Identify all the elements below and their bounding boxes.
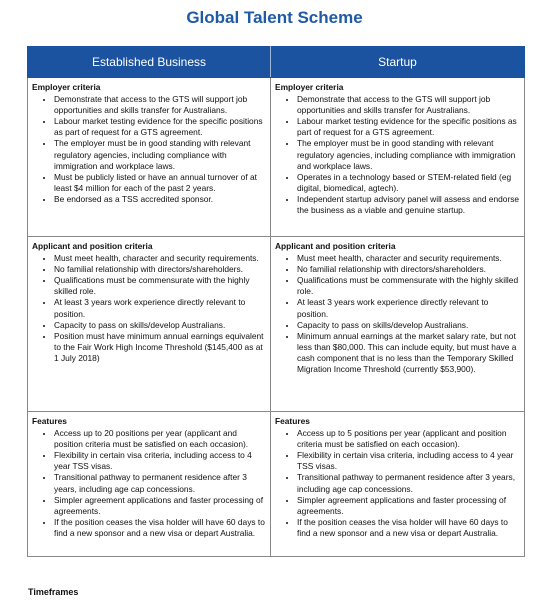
list-item: • Must meet health, character and security requirements. (297, 253, 520, 264)
criteria-list (32, 253, 266, 364)
list-item: • Capacity to pass on skills/develop Australians. (297, 320, 520, 331)
table-row-employer-criteria (28, 78, 525, 237)
list-item: • Labour market testing evidence for the specific positions as part of request for a GTS agreement. (54, 116, 266, 138)
section-heading: Employer criteria (275, 82, 344, 92)
list-item: • At least 3 years work experience directly relevant to position. (54, 297, 266, 319)
list-item: • No familial relationship with directors/shareholders. (297, 264, 520, 275)
section-heading: Applicant and position criteria (32, 241, 153, 251)
cell-established-employer (28, 78, 271, 237)
list-item: • Capacity to pass on skills/develop Australians. (54, 320, 266, 331)
cell-startup-features (271, 412, 525, 557)
list-item: • Be endorsed as a TSS accredited sponsor. (54, 194, 266, 205)
list-item: • At least 3 years work experience directly relevant to position. (297, 297, 520, 319)
list-item: • Labour market testing evidence for the specific positions as part of request for a GTS agreement. (297, 116, 520, 138)
cell-startup-applicant (271, 237, 525, 412)
page-title: Global Talent Scheme (186, 8, 363, 27)
list-item: • Position must have minimum annual earnings equivalent to the Fair Work High Income Threshold ($145,400 as at 1 July 2018) (54, 331, 266, 364)
list-item: • If the position ceases the visa holder will have 60 days to find a new sponsor and a new visa or depart Australia. (54, 517, 266, 539)
criteria-list (275, 94, 520, 216)
section-heading: Features (32, 416, 67, 426)
section-heading: Features (275, 416, 310, 426)
gts-comparison-table (27, 46, 525, 557)
list-item: • Access up to 20 positions per year (applicant and position criteria must be satisfied on each occasion). (54, 428, 266, 450)
list-item: • Minimum annual earnings at the market salary rate, but not less than $80,000. This can include equity, but must have a cash component that is no less than the Temporary Skilled Migration Income Threshold (currently $53,900). (297, 331, 520, 375)
criteria-list (275, 428, 520, 539)
timeframes-heading: Timeframes (28, 587, 79, 597)
table-row-features (28, 412, 525, 557)
criteria-list (32, 428, 266, 539)
list-item: • Operates in a technology based or STEM-related field (eg digital, biomedical, agtech). (297, 172, 520, 194)
list-item: • Must meet health, character and security requirements. (54, 253, 266, 264)
list-item: • If the position ceases the visa holder will have 60 days to find a new sponsor and a new visa or depart Australia. (297, 517, 520, 539)
cell-established-features (28, 412, 271, 557)
section-heading: Employer criteria (32, 82, 101, 92)
section-heading: Applicant and position criteria (275, 241, 396, 251)
cell-established-applicant (28, 237, 271, 412)
list-item: • Access up to 5 positions per year (applicant and position criteria must be satisfied on each occasion). (297, 428, 520, 450)
list-item: • Demonstrate that access to the GTS will support job opportunities and skills transfer for Australians. (297, 94, 520, 116)
list-item: • Independent startup advisory panel will assess and endorse the business as a viable and genuine startup. (297, 194, 520, 216)
list-item: • Flexibility in certain visa criteria, including access to 4 year TSS visas. (297, 450, 520, 472)
list-item: • The employer must be in good standing with relevant regulatory agencies, including compliance with immigration and workplace laws. (54, 138, 266, 171)
list-item: • Simpler agreement applications and faster processing of agreements. (54, 495, 266, 517)
criteria-list (32, 94, 266, 205)
list-item: • The employer must be in good standing with relevant regulatory agencies, including compliance with immigration and workplace laws. (297, 138, 520, 171)
column-header-startup: Startup (271, 47, 525, 78)
list-item: • Qualifications must be commensurate with the highly skilled role. (297, 275, 520, 297)
list-item: • No familial relationship with directors/shareholders. (54, 264, 266, 275)
list-item: • Transitional pathway to permanent residence after 3 years, including age cap concessions. (297, 472, 520, 494)
column-header-established: Established Business (28, 47, 271, 78)
list-item: • Must be publicly listed or have an annual turnover of at least $4 million for each of the past 2 years. (54, 172, 266, 194)
table-row-applicant-criteria (28, 237, 525, 412)
list-item: • Simpler agreement applications and faster processing of agreements. (297, 495, 520, 517)
list-item: • Qualifications must be commensurate with the highly skilled role. (54, 275, 266, 297)
list-item: • Demonstrate that access to the GTS will support job opportunities and skills transfer for Australians. (54, 94, 266, 116)
list-item: • Flexibility in certain visa criteria, including access to 4 year TSS visas. (54, 450, 266, 472)
table-header-row (28, 47, 525, 78)
list-item: • Transitional pathway to permanent residence after 3 years, including age cap concessions. (54, 472, 266, 494)
cell-startup-employer (271, 78, 525, 237)
criteria-list (275, 253, 520, 375)
